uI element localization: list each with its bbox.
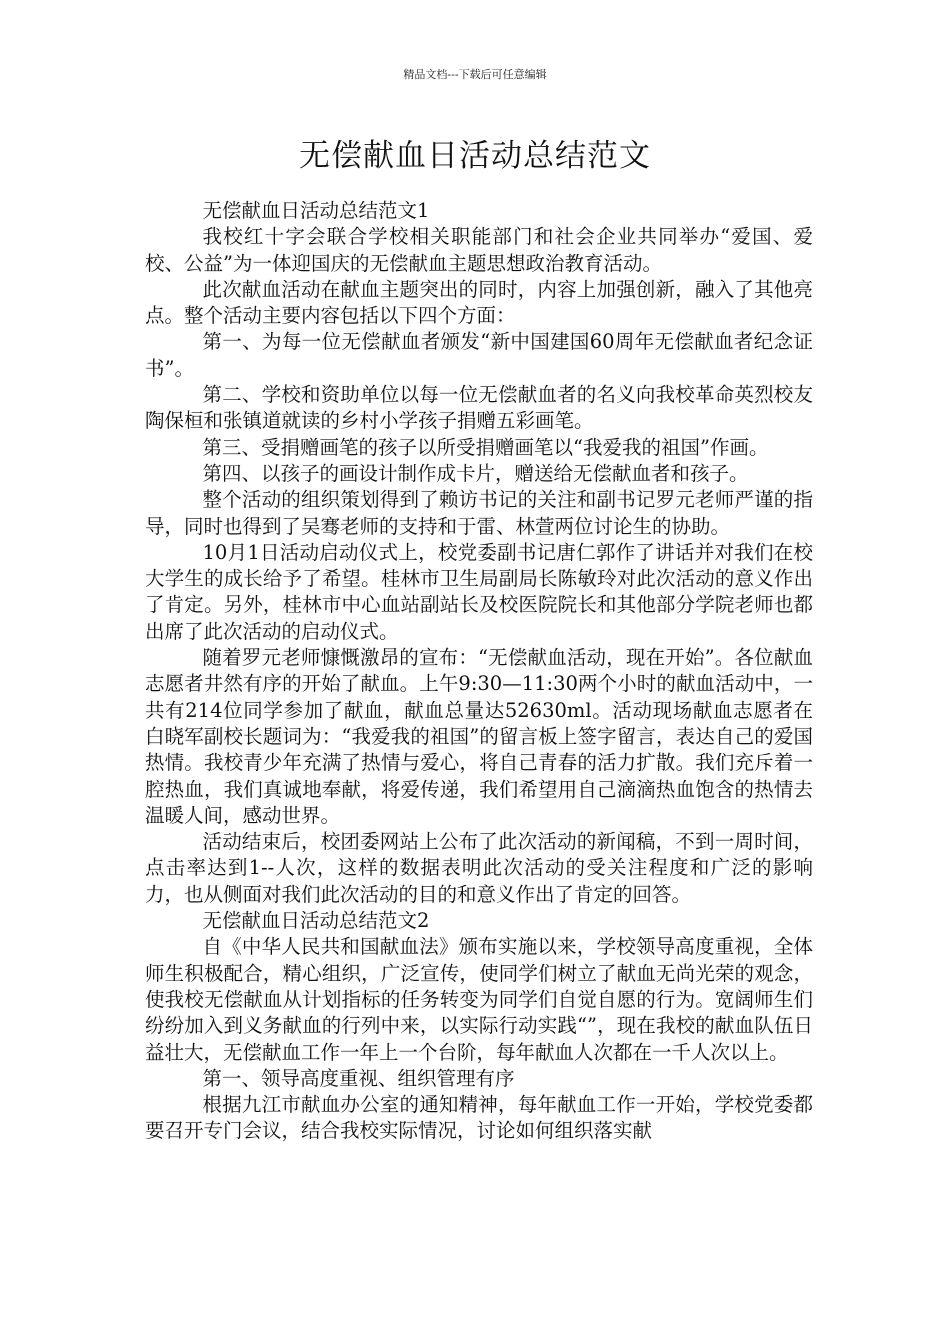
paragraph: 第三、受捐赠画笔的孩子以所受捐赠画笔以“我爱我的祖国”作画。: [202, 435, 769, 459]
section-heading: 无偿献血日活动总结范文2: [202, 909, 430, 933]
paragraph: 第四、以孩子的画设计制作成卡片，赠送给无偿献血者和孩子。: [202, 461, 749, 485]
paragraph: 第二、学校和资助单位以每一位无偿献血者的名义向我校革命英烈校友陶保桓和张镇道就读的乡村小学孩子捐赠五彩画笔。: [145, 383, 813, 433]
paragraph: 10月1日活动启动仪式上，校党委副书记唐仁郭作了讲话并对我们在校大学生的成长给予了希望。桂林市卫生局副局长陈敏玲对此次活动的意义作出了肯定。另外，桂林市中心血站副站长及校医院院长和其他部分学院老师也都出席了此次活动的启动仪式。: [145, 540, 813, 643]
subsection-heading: 第一、领导高度重视、组织管理有序: [202, 1066, 515, 1090]
section-heading: 无偿献血日活动总结范文1: [202, 199, 430, 222]
paragraph: 此次献血活动在献血主题突出的同时，内容上加强创新，融入了其他亮点。整个活动主要内容包括以下四个方面：: [145, 277, 813, 328]
paragraph: 随着罗元老师慷慨激昂的宣布：“无偿献血活动，现在开始”。各位献血志愿者井然有序的开始了献血。上午9:30—11:30两个小时的献血活动中，一共有214位同学参加了献血，献血总量达52630ml。活动现场献血志愿者在白晓军副校长题词为：“我爱我的祖国”的留言板上签字留言，表达自己的爱国热情。我校青少年充满了热情与爱心，将自己青春的活力扩散。我们充斥着一腔热血，我们真诚地奉献，将爱传递，我们希望用自己滴滴热血饱含的热情去温暖人间，感动世界。: [145, 646, 813, 827]
paragraph: 自《中华人民共和国献血法》颁布实施以来，学校领导高度重视，全体师生积极配合，精心组织，广泛宣传，使同学们树立了献血无尚光荣的观念，使我校无偿献血从计划指标的任务转变为同学们自觉自愿的行为。宽阔师生们纷纷加入到义务献血的行列中来，以实际行动实践“”，现在我校的献血队伍日益壮大，无偿献血工作一年上一个台阶，每年献血人次都在一千人次以上。: [145, 935, 813, 1064]
paragraph: 整个活动的组织策划得到了赖访书记的关注和副书记罗元老师严谨的指导，同时也得到了吴骞老师的支持和于雷、林萱两位讨论生的协助。: [145, 488, 813, 538]
page-header: 精品文档---下载后可任意编辑: [403, 68, 547, 81]
paragraph: 根据九江市献血办公室的通知精神，每年献血工作一开始，学校党委都要召开专门会议，结合我校实际情况，讨论如何组织落实献: [145, 1093, 813, 1143]
paragraph: 第一、为每一位无偿献血者颁发“新中国建国60周年无偿献血者纪念证书”。: [145, 330, 813, 380]
paragraph: 活动结束后，校团委网站上公布了此次活动的新闻稿，不到一周时间，点击率达到1--人次，这样的数据表明此次活动的受关注程度和广泛的影响力，也从侧面对我们此次活动的目的和意义作出了肯定的回答。: [145, 830, 813, 906]
document-body: [145, 198, 813, 1145]
paragraph: 我校红十字会联合学校相关职能部门和社会企业共同举办“爱国、爱校、公益”为一体迎国庆的无偿献血主题思想政治教育活动。: [145, 225, 813, 275]
document-title: 无偿献血日活动总结范文: [299, 138, 651, 174]
